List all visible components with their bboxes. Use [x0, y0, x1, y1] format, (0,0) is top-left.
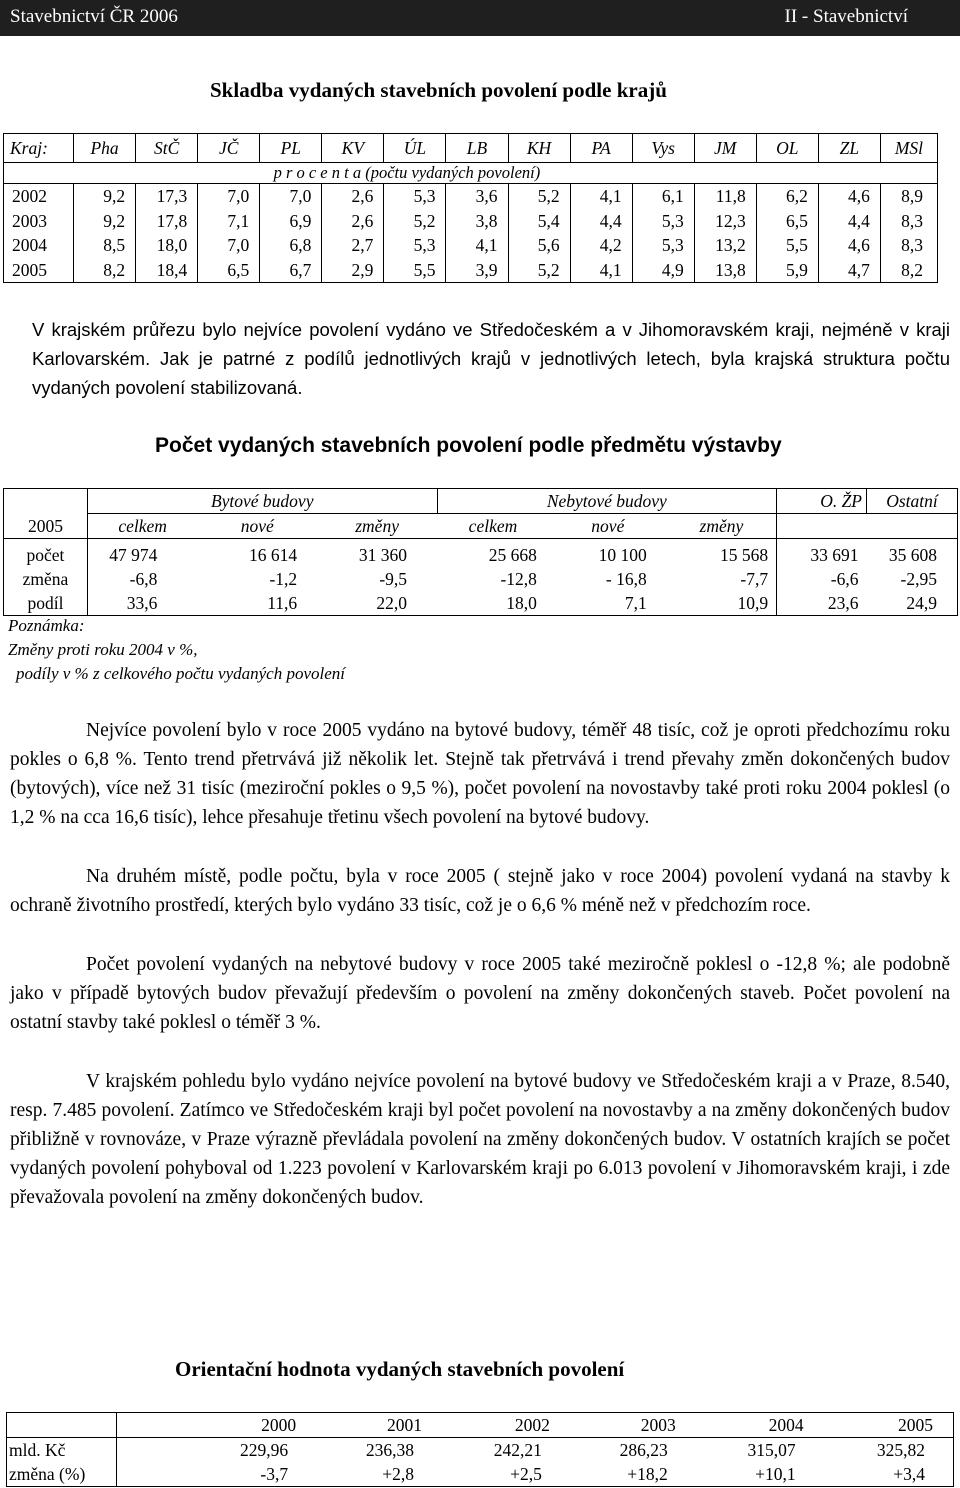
subcol-header: změny: [699, 516, 744, 536]
value-cell: 6,7: [260, 258, 322, 283]
year-header: 2003: [640, 1415, 676, 1435]
value-cell: 8,3: [880, 233, 937, 258]
value-cell: 4,9: [632, 258, 694, 283]
kraj-label: Kraj:: [4, 134, 74, 163]
note-line: Změny proti roku 2004 v %,: [8, 640, 198, 659]
group-header: Nebytové budovy: [437, 489, 777, 514]
subject-row: [4, 567, 958, 591]
value-cell: 5,2: [508, 258, 570, 283]
value-cell: +18,2: [627, 1464, 668, 1484]
value-cell: 33,6: [126, 593, 158, 613]
header-left: Stavebnictví ČR 2006: [10, 6, 178, 27]
value-cell: 16 614: [249, 545, 298, 565]
subcols-row: [4, 514, 958, 539]
row-label: počet: [4, 539, 88, 568]
value-cell: 17,8: [136, 209, 198, 234]
subject-row: [4, 591, 958, 616]
value-cell: +10,1: [755, 1464, 796, 1484]
region-table-body: [4, 184, 938, 283]
year-header: 2002: [514, 1415, 550, 1435]
value-cell: 2,6: [322, 184, 384, 209]
value-cell: 13,8: [694, 258, 756, 283]
value-cell: 35 608: [888, 545, 937, 565]
row-label: změna: [4, 567, 88, 591]
value-cell: 4,7: [818, 258, 880, 283]
row-label: změna (%): [7, 1462, 117, 1487]
region-header: PL: [260, 134, 322, 163]
group-header: Bytové budovy: [87, 489, 437, 514]
section1-title: Skladba vydaných stavebních povolení podle krajů: [210, 78, 667, 102]
value-cell: 23,6: [777, 591, 867, 616]
value-cell: 33 691: [777, 539, 867, 568]
subcol-header: nové: [240, 516, 274, 536]
value-cell: 4,6: [818, 233, 880, 258]
value-cell: 13,2: [694, 233, 756, 258]
value-cell: -6,6: [777, 567, 867, 591]
value-cell: +2,5: [510, 1464, 542, 1484]
groups-row: [4, 489, 958, 514]
value-cell: 5,2: [508, 184, 570, 209]
region-header-row: [4, 134, 938, 163]
value-cell: 5,4: [508, 209, 570, 234]
value-cell: 325,82: [876, 1440, 925, 1460]
value-cell: - 16,8: [605, 569, 647, 589]
value-cell: 286,23: [619, 1440, 668, 1460]
value-cell: 6,5: [756, 209, 818, 234]
value-cell: 4,4: [818, 209, 880, 234]
value-cell: 8,9: [880, 184, 937, 209]
value-cell: 9,2: [74, 184, 136, 209]
value-cell: 11,8: [694, 184, 756, 209]
value-cell: 18,4: [136, 258, 198, 283]
value-table: [6, 1412, 954, 1487]
value-cell: 4,1: [570, 258, 632, 283]
value-cell: 2,7: [322, 233, 384, 258]
value-cell: 8,5: [74, 233, 136, 258]
value-cell: 7,0: [198, 184, 260, 209]
header-right: II - Stavebnictví: [784, 6, 908, 27]
value-row: [7, 1462, 954, 1487]
value-cell: 8,2: [880, 258, 937, 283]
value-cell: 5,2: [384, 209, 446, 234]
region-table: [3, 133, 938, 283]
value-cell: 7,0: [198, 233, 260, 258]
value-cell: 6,2: [756, 184, 818, 209]
year-cell: 2003: [4, 209, 74, 234]
value-cell: 5,3: [384, 233, 446, 258]
paragraph: Na druhém místě, podle počtu, byla v roce 2005 ( stejně jako v roce 2004) povolení vydaná na stavby k ochraně životního prostředí, kterých bylo vydáno 33 tisíc, což je o 6,6 % méně než v předchozím roce.: [10, 866, 950, 916]
region-header: PA: [570, 134, 632, 163]
subheader-row: [4, 163, 938, 184]
region-header: Vys: [632, 134, 694, 163]
year-header: 2000: [261, 1415, 297, 1435]
subject-table: [3, 488, 958, 616]
page-header: [0, 0, 960, 36]
value-cell: 3,6: [446, 184, 508, 209]
value-cell: 8,3: [880, 209, 937, 234]
year-cell: 2005: [4, 258, 74, 283]
value-cell: -7,7: [740, 569, 769, 589]
value-cell: 5,3: [632, 209, 694, 234]
value-cell: 47 974: [109, 545, 158, 565]
paragraph: Počet povolení vydaných na nebytové budovy v roce 2005 také meziročně poklesl o -12,8 %; ale podobně jako v případě bytových budov převažují především o povolení na změny dokončených staveb. Počet povolení na ostatní stavby také poklesl o téměř 3 %.: [10, 954, 950, 1033]
value-cell: 4,1: [446, 233, 508, 258]
value-cell: 8,2: [74, 258, 136, 283]
year-header: 2004: [768, 1415, 804, 1435]
value-cell: 10 100: [598, 545, 647, 565]
paragraph: V krajském pohledu bylo vydáno nejvíce povolení na bytové budovy ve Středočeském kraji a v Praze, 8.540, resp. 7.485 povolení. Zatímco ve Středočeském kraji byl počet povolení na novostavby a na změny dokončených budov přibližně v rovnováze, v Praze výrazně převládala povolení na změny dokončených budov. V ostatních krajích se počet vydaných povolení pohyboval od 1.223 povolení v Karlovarském kraji po 6.013 povolení v Jihomoravském kraji, i zde převažovala povolení na změny dokončených budov.: [10, 1071, 950, 1208]
value-cell: 24,9: [906, 593, 937, 613]
year-header: 2005: [898, 1415, 933, 1435]
value-cell: 315,07: [747, 1440, 796, 1460]
region-header: ÚL: [384, 134, 446, 163]
region-row: [4, 184, 938, 209]
region-header: ZL: [818, 134, 880, 163]
percent-subheader: p r o c e n t a (počtu vydaných povolení): [273, 163, 541, 182]
region-row: [4, 233, 938, 258]
value-cell: 25 668: [488, 545, 537, 565]
value-cell: 9,2: [74, 209, 136, 234]
value-table-body: [7, 1438, 954, 1487]
value-cell: -2,95: [900, 569, 937, 589]
region-header: StČ: [136, 134, 198, 163]
value-cell: 4,6: [818, 184, 880, 209]
region-header: LB: [446, 134, 508, 163]
year-header: 2001: [386, 1415, 422, 1435]
value-cell: 6,9: [260, 209, 322, 234]
value-cell: 236,38: [365, 1440, 414, 1460]
region-header: JČ: [198, 134, 260, 163]
value-cell: 5,6: [508, 233, 570, 258]
value-cell: 11,6: [267, 593, 298, 613]
value-cell: +3,4: [893, 1464, 925, 1484]
value-cell: 242,21: [493, 1440, 542, 1460]
subcol-header: celkem: [468, 516, 518, 536]
group-header: Ostatní: [867, 489, 958, 514]
region-header: JM: [694, 134, 756, 163]
value-cell: 22,0: [376, 593, 408, 613]
group-header: O. ŽP: [777, 489, 867, 514]
value-cell: -6,8: [129, 569, 158, 589]
value-cell: 5,5: [384, 258, 446, 283]
value-cell: 4,4: [570, 209, 632, 234]
value-cell: 17,3: [136, 184, 198, 209]
subcol-header: nové: [591, 516, 625, 536]
value-cell: 229,96: [239, 1440, 289, 1460]
value-cell: -3,7: [260, 1464, 289, 1484]
region-header: OL: [756, 134, 818, 163]
value-cell: 6,1: [632, 184, 694, 209]
value-cell: -9,5: [379, 569, 408, 589]
region-header: MSl: [880, 134, 937, 163]
value-cell: +2,8: [382, 1464, 414, 1484]
value-cell: 5,3: [384, 184, 446, 209]
value-cell: 5,9: [756, 258, 818, 283]
region-header: Pha: [74, 134, 136, 163]
region-row: [4, 209, 938, 234]
value-cell: 6,5: [198, 258, 260, 283]
value-cell: 12,3: [694, 209, 756, 234]
section2-paragraphs: [10, 716, 950, 1212]
value-cell: 4,1: [570, 184, 632, 209]
value-cell: 4,2: [570, 233, 632, 258]
subcol-header: celkem: [118, 516, 167, 536]
note-line: Poznámka:: [8, 616, 85, 635]
value-cell: 6,8: [260, 233, 322, 258]
year-cell: 2002: [4, 184, 74, 209]
value-cell: 10,9: [737, 593, 769, 613]
value-header-row: [7, 1413, 954, 1438]
subcol-header: změny: [355, 516, 399, 536]
row-label: mld. Kč: [7, 1438, 117, 1463]
note-line: podíly v % z celkového počtu vydaných povolení: [16, 664, 346, 683]
row-label: podíl: [4, 591, 88, 616]
year-cell: 2004: [4, 233, 74, 258]
value-cell: 7,1: [624, 593, 647, 613]
value-cell: -1,2: [269, 569, 298, 589]
value-cell: 31 360: [358, 545, 408, 565]
value-cell: 18,0: [136, 233, 198, 258]
table-note: [8, 614, 345, 686]
value-cell: 2,9: [322, 258, 384, 283]
section1-paragraph: V krajském průřezu bylo nejvíce povolení vydáno ve Středočeském a v Jihomoravském kraji, nejméně v kraji Karlovarském. Jak je patrné z podílů jednotlivých krajů v jednotlivých letech, byla krajská struktura počtu vydaných povolení stabilizovaná.: [32, 319, 950, 398]
subject-row: [4, 539, 958, 568]
region-header: KV: [322, 134, 384, 163]
value-cell: -12,8: [500, 569, 537, 589]
value-cell: 15 568: [719, 545, 769, 565]
subject-table-body: [4, 539, 958, 616]
value-cell: 2,6: [322, 209, 384, 234]
value-cell: 3,8: [446, 209, 508, 234]
value-cell: 5,5: [756, 233, 818, 258]
value-cell: 3,9: [446, 258, 508, 283]
region-row: [4, 258, 938, 283]
year-label: 2005: [4, 514, 88, 539]
value-cell: 7,0: [260, 184, 322, 209]
value-cell: 5,3: [632, 233, 694, 258]
paragraph: Nejvíce povolení bylo v roce 2005 vydáno na bytové budovy, téměř 48 tisíc, což je oproti předchozímu roku pokles o 6,8 %. Tento trend přetrvává již několik let. Stejně tak přetrvává i trend převahy změn dokončených budov (bytových), více než 31 tisíc (meziroční pokles o 9,5 %), počet povolení na novostavby také proti roku 2004 poklesl (o 1,2 % na cca 16,6 tisíc), lehce přesahuje třetinu všech povolení na bytové budovy.: [10, 720, 950, 828]
value-row: [7, 1438, 954, 1463]
region-header: KH: [508, 134, 570, 163]
section2-title: Počet vydaných stavebních povolení podle předmětu výstavby: [155, 434, 782, 457]
section3-title: Orientační hodnota vydaných stavebních povolení: [175, 1357, 625, 1381]
value-cell: 7,1: [198, 209, 260, 234]
value-cell: 18,0: [506, 593, 537, 613]
